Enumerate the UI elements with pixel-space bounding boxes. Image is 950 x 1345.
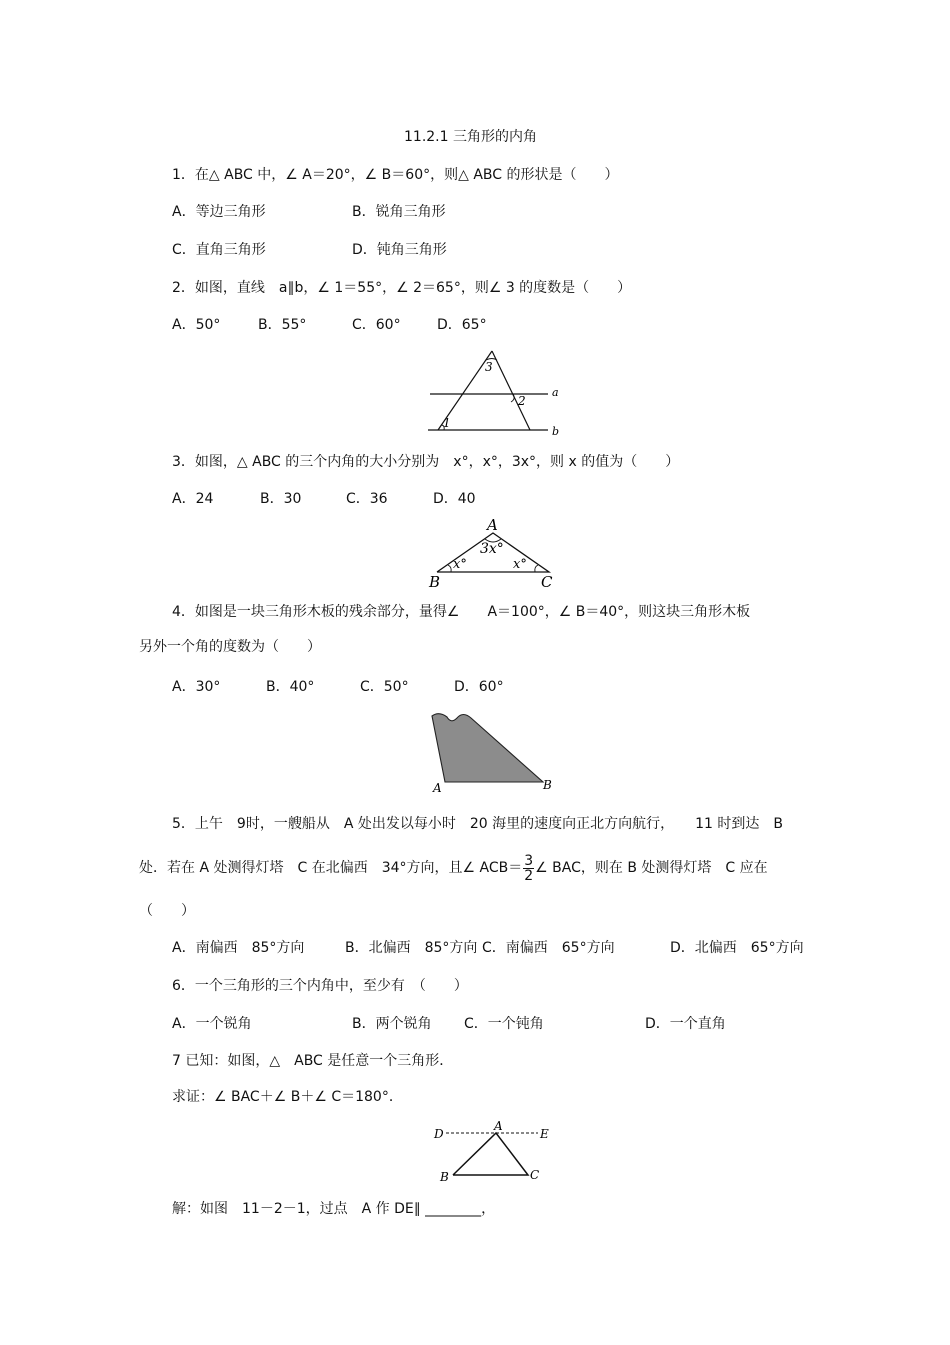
q2-option-d: D．65° (437, 317, 487, 333)
q5-option-a: A．南偏西 85°方向 (172, 940, 305, 956)
q7-label-D: D (434, 1127, 444, 1141)
q4-stem-line1: 4．如图是一块三角形木板的残余部分，量得∠ A＝100°，∠ B＝40°，则这块三角形木板 (172, 604, 751, 620)
q4-label-A: A (433, 781, 442, 795)
q6-option-c: C．一个钝角 (464, 1016, 544, 1032)
q6-stem: 6．一个三角形的三个内角中，至少有 （ ） (172, 978, 468, 994)
q3-label-C: C (541, 573, 553, 591)
q4-option-a: A．30° (172, 679, 221, 695)
q5-line2-post: ∠ BAC，则在 B 处测得灯塔 C 应在 (535, 860, 768, 876)
q2-option-a: A．50° (172, 317, 221, 333)
q5-option-c: C．南偏西 65°方向 (482, 940, 615, 956)
q4-figure-broken-board (425, 708, 560, 796)
q4-option-c: C．50° (360, 679, 409, 695)
q4-option-b: B．40° (266, 679, 315, 695)
q3-option-a: A．24 (172, 491, 214, 507)
q7-solution: 解：如图 11－2－1，过点 A 作 DE∥ ________， (172, 1201, 496, 1217)
q5-option-b: B．北偏西 85°方向 (345, 940, 478, 956)
q5-line3: （ ） (139, 903, 195, 919)
q7-label-A: A (494, 1119, 503, 1133)
q7-stem: 7 已知：如图，△ ABC 是任意一个三角形． (172, 1053, 454, 1069)
q3-label-B: B (429, 573, 441, 591)
q4-option-d: D．60° (454, 679, 504, 695)
q3-label-A: A (487, 516, 498, 534)
q3-option-b: B．30 (260, 491, 302, 507)
q1-option-b: B．锐角三角形 (352, 204, 446, 220)
q2-figure-parallel-lines (420, 345, 565, 440)
q5-fraction-denominator: 2 (524, 867, 534, 884)
q4-label-B: B (543, 778, 552, 792)
q3-label-left-x: x° (453, 557, 467, 572)
q2-option-c: C．60° (352, 317, 401, 333)
q7-label-E: E (540, 1127, 549, 1141)
q6-option-a: A．一个锐角 (172, 1016, 252, 1032)
q3-stem: 3．如图，△ ABC 的三个内角的大小分别为 x°，x°，3x°，则 x 的值为（ ） (172, 454, 680, 470)
q5-option-d: D．北偏西 65°方向 (670, 940, 804, 956)
q5-line2-pre: 处．若在 A 处测得灯塔 C 在北偏西 34°方向，且∠ ACB＝ (139, 860, 523, 876)
q3-label-right-x: x° (513, 557, 527, 572)
q5-fraction-numerator: 3 (524, 852, 534, 869)
q6-option-d: D．一个直角 (645, 1016, 726, 1032)
q1-option-a: A．等边三角形 (172, 204, 266, 220)
q3-label-3x: 3x° (480, 541, 504, 557)
q7-prove: 求证：∠ BAC＋∠ B＋∠ C＝180°． (172, 1089, 403, 1105)
q2-label-1: 1 (443, 416, 451, 430)
q7-figure-triangle-with-parallel (430, 1118, 555, 1188)
q7-label-B: B (440, 1170, 449, 1184)
q3-option-d: D．40 (433, 491, 476, 507)
q5-fraction (523, 854, 534, 883)
q5-line2 (139, 851, 768, 885)
q1-option-d: D．钝角三角形 (352, 242, 447, 258)
q7-label-C: C (530, 1168, 540, 1182)
q1-stem: 1．在△ ABC 中，∠ A＝20°，∠ B＝60°，则△ ABC 的形状是（ ） (172, 167, 619, 183)
page-title: 11.2.1 三角形的内角 (404, 129, 537, 145)
q3-figure-triangle (425, 515, 560, 591)
q1-option-c: C．直角三角形 (172, 242, 266, 258)
q3-option-c: C．36 (346, 491, 388, 507)
q4-stem-line2: 另外一个角的度数为（ ） (139, 639, 321, 655)
q2-label-3: 3 (485, 360, 493, 374)
q2-option-b: B．55° (258, 317, 307, 333)
q6-option-b: B．两个锐角 (352, 1016, 432, 1032)
q5-line1: 5．上午 9时，一艘船从 A 处出发以每小时 20 海里的速度向正北方向航行， 11 时到达 B (172, 816, 783, 832)
q2-label-2: 2 (518, 394, 526, 408)
q2-label-a: a (552, 386, 559, 399)
q2-stem: 2．如图，直线 a∥b，∠ 1＝55°，∠ 2＝65°，则∠ 3 的度数是（ ） (172, 280, 632, 296)
q2-label-b: b (552, 425, 560, 438)
